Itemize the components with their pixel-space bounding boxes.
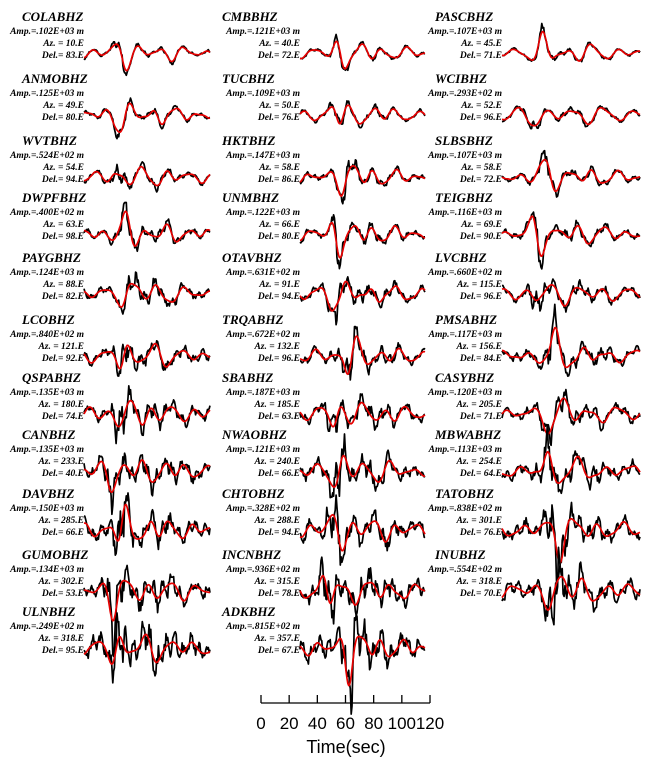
azimuth-label: Az. = 240.E bbox=[254, 457, 300, 467]
amplitude-label: Amp.=.150E+03 m bbox=[10, 504, 84, 514]
distance-label: Del.= 66.E bbox=[41, 528, 84, 538]
observed-trace bbox=[300, 557, 425, 624]
amplitude-label: Amp.=.125E+03 m bbox=[10, 89, 84, 99]
distance-label: Del.= 84.E bbox=[459, 354, 502, 364]
station-name: GUMOBHZ bbox=[22, 547, 89, 562]
station-panel bbox=[9, 133, 210, 192]
amplitude-label: Amp.=.121E+03 m bbox=[226, 445, 300, 455]
azimuth-label: Az. = 180.E bbox=[38, 400, 84, 410]
distance-label: Del.= 78.E bbox=[257, 589, 300, 599]
station-panel bbox=[9, 9, 210, 75]
distance-label: Del.= 71.E bbox=[459, 412, 502, 422]
station-name: INUBHZ bbox=[435, 547, 486, 562]
time-axis-tick-label: 60 bbox=[336, 714, 355, 733]
amplitude-label: Amp.=.107E+03 m bbox=[428, 27, 502, 37]
station-name: PAYGBHZ bbox=[22, 250, 81, 265]
distance-label: Del.= 74.E bbox=[41, 412, 84, 422]
azimuth-label: Az. = 91.E bbox=[259, 280, 300, 290]
station-panel bbox=[9, 427, 210, 514]
seismogram-panels bbox=[9, 9, 640, 714]
observed-trace bbox=[84, 613, 210, 683]
observed-trace bbox=[502, 212, 640, 269]
station-name: NWAOBHZ bbox=[222, 427, 287, 442]
time-axis-title: Time(sec) bbox=[306, 737, 386, 757]
distance-label: Del.= 94.E bbox=[257, 292, 300, 302]
amplitude-label: Amp.=.124E+03 m bbox=[10, 268, 84, 278]
time-axis-tick-label: 20 bbox=[279, 714, 299, 733]
station-panel bbox=[9, 250, 210, 314]
observed-trace bbox=[502, 106, 640, 129]
station-name: TRQABHZ bbox=[222, 312, 284, 327]
distance-label: Del.= 92.E bbox=[41, 354, 84, 364]
azimuth-label: Az. = 52.E bbox=[461, 101, 502, 111]
amplitude-label: Amp.=.120E+03 m bbox=[428, 388, 502, 398]
distance-label: Del.= 64.E bbox=[459, 469, 502, 479]
station-panel bbox=[222, 9, 425, 70]
time-axis-tick-label: 120 bbox=[415, 714, 445, 733]
station-name: TEIGBHZ bbox=[435, 190, 493, 205]
synthetic-trace bbox=[502, 108, 640, 126]
station-name: COLABHZ bbox=[22, 9, 84, 24]
station-panel bbox=[428, 425, 640, 494]
observed-trace bbox=[300, 615, 425, 714]
station-panel bbox=[9, 71, 210, 139]
observed-trace bbox=[300, 495, 425, 565]
distance-label: Del.= 80.E bbox=[41, 113, 84, 123]
synthetic-trace bbox=[300, 223, 425, 258]
azimuth-label: Az. = 301.E bbox=[456, 516, 502, 526]
distance-label: Del.= 67.E bbox=[257, 646, 300, 656]
azimuth-label: Az. = 63.E bbox=[43, 220, 84, 230]
station-panel bbox=[9, 190, 210, 251]
synthetic-trace bbox=[84, 211, 210, 246]
station-name: MBWABHZ bbox=[435, 427, 502, 442]
distance-label: Del.= 66.E bbox=[257, 469, 300, 479]
distance-label: Del.= 53.E bbox=[41, 589, 84, 599]
distance-label: Del.= 86.E bbox=[257, 175, 300, 185]
distance-label: Del.= 98.E bbox=[41, 232, 84, 242]
azimuth-label: Az. = 302.E bbox=[38, 577, 84, 587]
azimuth-label: Az. = 88.E bbox=[43, 280, 84, 290]
station-name: CHTOBHZ bbox=[222, 486, 285, 501]
station-name: HKTBHZ bbox=[222, 133, 276, 148]
observed-trace bbox=[84, 203, 210, 252]
distance-label: Del.= 80.E bbox=[257, 232, 300, 242]
distance-label: Del.= 90.E bbox=[459, 232, 502, 242]
distance-label: Del.= 76.E bbox=[459, 528, 502, 538]
amplitude-label: Amp.=.631E+02 m bbox=[226, 268, 300, 278]
station-panel bbox=[427, 250, 640, 312]
station-panel bbox=[427, 547, 640, 625]
amplitude-label: Amp.=.187E+03 m bbox=[226, 388, 300, 398]
synthetic-trace bbox=[84, 44, 210, 71]
amplitude-label: Amp.=.134E+03 m bbox=[10, 565, 84, 575]
station-name: PMSABHZ bbox=[435, 312, 498, 327]
azimuth-label: Az. = 49.E bbox=[43, 101, 84, 111]
observed-trace bbox=[502, 547, 640, 624]
azimuth-label: Az. = 185.E bbox=[254, 400, 300, 410]
observed-trace bbox=[502, 503, 640, 584]
observed-trace bbox=[300, 101, 425, 128]
time-axis-tick-label: 80 bbox=[364, 714, 384, 733]
observed-trace bbox=[300, 35, 425, 71]
distance-label: Del.= 40.E bbox=[41, 469, 84, 479]
distance-label: Del.= 94.E bbox=[41, 175, 84, 185]
station-panel bbox=[9, 312, 210, 376]
azimuth-label: Az. = 69.E bbox=[461, 220, 502, 230]
station-name: SBABHZ bbox=[222, 370, 274, 385]
azimuth-label: Az. = 315.E bbox=[254, 577, 300, 587]
synthetic-trace bbox=[502, 32, 640, 62]
station-name: ADKBHZ bbox=[222, 604, 276, 619]
station-name: DAVBHZ bbox=[22, 486, 75, 501]
synthetic-trace bbox=[300, 336, 425, 374]
amplitude-label: Amp.=.524E+02 m bbox=[10, 151, 84, 161]
observed-trace bbox=[502, 390, 640, 446]
time-axis-tick-label: 100 bbox=[387, 714, 417, 733]
azimuth-label: Az. = 205.E bbox=[456, 400, 502, 410]
distance-label: Del.= 95.E bbox=[41, 646, 84, 656]
amplitude-label: Amp.=.815E+02 m bbox=[226, 622, 300, 632]
station-name: CMBBHZ bbox=[222, 9, 278, 24]
amplitude-label: Amp.=.121E+03 m bbox=[226, 27, 300, 37]
azimuth-label: Az. = 132.E bbox=[254, 342, 300, 352]
station-name: WVTBHZ bbox=[22, 133, 77, 148]
station-name: LVCBHZ bbox=[435, 250, 487, 265]
azimuth-label: Az. = 54.E bbox=[43, 163, 84, 173]
synthetic-trace bbox=[300, 515, 425, 551]
amplitude-label: Amp.=.135E+03 m bbox=[10, 388, 84, 398]
observed-trace bbox=[84, 42, 210, 76]
amplitude-label: Amp.=.122E+03 m bbox=[226, 208, 300, 218]
station-name: TATOBHZ bbox=[435, 486, 494, 501]
azimuth-label: Az. = 288.E bbox=[254, 516, 300, 526]
azimuth-label: Az. = 58.E bbox=[461, 163, 502, 173]
amplitude-label: Amp.=.838E+02 m bbox=[428, 504, 502, 514]
observed-trace bbox=[84, 98, 210, 139]
distance-label: Del.= 63.E bbox=[257, 412, 300, 422]
amplitude-label: Amp.=.117E+03 m bbox=[428, 330, 502, 340]
amplitude-label: Amp.=.107E+03 m bbox=[428, 151, 502, 161]
station-panel bbox=[427, 133, 640, 197]
azimuth-label: Az. = 58.E bbox=[259, 163, 300, 173]
station-panel bbox=[221, 604, 425, 714]
azimuth-label: Az. = 50.E bbox=[259, 101, 300, 111]
azimuth-label: Az. = 254.E bbox=[456, 457, 502, 467]
amplitude-label: Amp.=.400E+02 m bbox=[10, 208, 84, 218]
amplitude-label: Amp.=.109E+03 m bbox=[226, 89, 300, 99]
station-name: QSPABHZ bbox=[22, 370, 81, 385]
distance-label: Del.= 76.E bbox=[257, 113, 300, 123]
synthetic-trace bbox=[300, 281, 425, 311]
distance-label: Del.= 82.E bbox=[41, 292, 84, 302]
azimuth-label: Az. = 66.E bbox=[259, 220, 300, 230]
amplitude-label: Amp.=.840E+02 m bbox=[10, 330, 84, 340]
azimuth-label: Az. = 156.E bbox=[456, 342, 502, 352]
distance-label: Del.= 72.E bbox=[257, 51, 300, 61]
azimuth-label: Az. = 115.E bbox=[456, 280, 502, 290]
synthetic-trace bbox=[300, 166, 425, 196]
synthetic-trace bbox=[84, 505, 210, 542]
time-axis-tick-label: 0 bbox=[256, 714, 266, 733]
synthetic-trace bbox=[300, 403, 425, 427]
azimuth-label: Az. = 121.E bbox=[38, 342, 84, 352]
station-panel bbox=[9, 486, 210, 555]
azimuth-label: Az. = 318.E bbox=[456, 577, 502, 587]
distance-label: Del.= 96.E bbox=[459, 292, 502, 302]
amplitude-label: Amp.=.554E+02 m bbox=[428, 565, 502, 575]
station-panel bbox=[9, 604, 210, 683]
station-name: ANMOBHZ bbox=[22, 71, 88, 86]
amplitude-label: Amp.=.936E+02 m bbox=[226, 565, 300, 575]
azimuth-label: Az. = 40.E bbox=[259, 39, 300, 49]
amplitude-label: Amp.=.102E+03 m bbox=[10, 27, 84, 37]
azimuth-label: Az. = 10.E bbox=[43, 39, 84, 49]
station-name: TUCBHZ bbox=[222, 71, 275, 86]
synthetic-trace bbox=[84, 103, 210, 132]
station-name: CANBHZ bbox=[22, 427, 76, 442]
station-name: DWPFBHZ bbox=[22, 190, 87, 205]
station-panel bbox=[427, 9, 640, 62]
distance-label: Del.= 83.E bbox=[41, 51, 84, 61]
amplitude-label: Amp.=.249E+02 m bbox=[10, 622, 84, 632]
synthetic-trace bbox=[502, 160, 640, 192]
observed-trace bbox=[502, 304, 640, 376]
observed-trace bbox=[300, 277, 425, 325]
distance-label: Del.= 94.E bbox=[257, 528, 300, 538]
distance-label: Del.= 70.E bbox=[459, 589, 502, 599]
station-name: LCOBHZ bbox=[22, 312, 75, 327]
distance-label: Del.= 96.E bbox=[459, 113, 502, 123]
station-name: CASYBHZ bbox=[435, 370, 495, 385]
amplitude-label: Amp.=.293E+02 m bbox=[428, 89, 502, 99]
station-name: UNMBHZ bbox=[222, 190, 280, 205]
azimuth-label: Az. = 285.E bbox=[38, 516, 84, 526]
amplitude-label: Amp.=.116E+03 m bbox=[428, 208, 502, 218]
time-axis-tick-label: 40 bbox=[307, 714, 327, 733]
station-name: SLBSBHZ bbox=[435, 133, 493, 148]
station-name: INCNBHZ bbox=[222, 547, 282, 562]
amplitude-label: Amp.=.135E+03 m bbox=[10, 445, 84, 455]
azimuth-label: Az. = 45.E bbox=[461, 39, 502, 49]
distance-label: Del.= 72.E bbox=[459, 175, 502, 185]
azimuth-label: Az. = 357.E bbox=[254, 634, 300, 644]
distance-label: Del.= 71.E bbox=[459, 51, 502, 61]
amplitude-label: Amp.=.328E+02 m bbox=[226, 504, 300, 514]
observed-trace bbox=[300, 215, 425, 269]
observed-trace bbox=[300, 434, 425, 498]
observed-trace bbox=[502, 425, 640, 494]
station-panel bbox=[428, 304, 640, 376]
station-name: WCIBHZ bbox=[435, 71, 488, 86]
station-panel bbox=[222, 71, 425, 128]
station-name: OTAVBHZ bbox=[222, 250, 282, 265]
observed-trace bbox=[502, 24, 640, 62]
amplitude-label: Amp.=.672E+02 m bbox=[226, 330, 300, 340]
station-name: PASCBHZ bbox=[435, 9, 494, 24]
azimuth-label: Az. = 318.E bbox=[38, 634, 84, 644]
amplitude-label: Amp.=.660E+02 m bbox=[428, 268, 502, 278]
azimuth-label: Az. = 233.E bbox=[38, 457, 84, 467]
synthetic-trace bbox=[84, 344, 210, 369]
observed-trace bbox=[300, 394, 425, 432]
station-panel bbox=[427, 71, 640, 129]
distance-label: Del.= 96.E bbox=[257, 354, 300, 364]
amplitude-label: Amp.=.113E+03 m bbox=[428, 445, 502, 455]
amplitude-label: Amp.=.147E+03 m bbox=[226, 151, 300, 161]
station-name: ULNBHZ bbox=[22, 604, 76, 619]
station-panel bbox=[222, 370, 425, 432]
